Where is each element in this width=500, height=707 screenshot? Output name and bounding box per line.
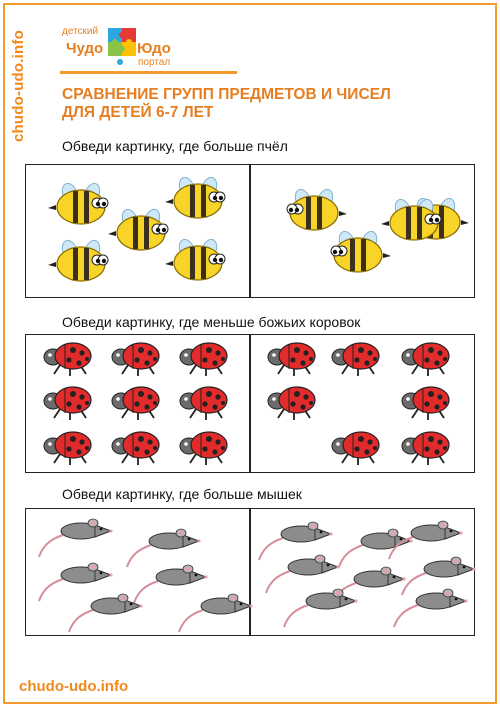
side-url: chudo-udo.info [10,30,27,142]
bee-icon [108,207,168,250]
task-1-panel [25,164,475,298]
ladybug-icon [180,343,227,376]
ladybug-icon [112,343,159,376]
bee-icon [287,187,347,230]
ladybug-icon [112,432,159,465]
logo-right-word: Юдо [137,40,171,57]
ladybugs-illustration [26,335,476,474]
mouse-icon [259,522,333,560]
task-2-panel [25,334,475,473]
mouse-icon [127,529,201,567]
ladybug-icon [332,432,379,465]
bee-icon [48,181,108,224]
mouse-icon [134,565,208,603]
title-line-1: СРАВНЕНИЕ ГРУПП ПРЕДМЕТОВ И ЧИСЕЛ [62,86,391,103]
ladybug-icon [268,387,315,420]
mouse-icon [339,529,413,567]
ladybug-icon [402,343,449,376]
task-1-instruction: Обведи картинку, где больше пчёл [62,138,288,154]
bottom-url: chudo-udo.info [19,678,129,695]
ladybug-icon [402,432,449,465]
ladybug-icon [180,432,227,465]
bee-icon [165,175,225,218]
logo-line3: портал [138,57,171,68]
mouse-icon [402,557,476,595]
mouse-icon [266,555,340,593]
ladybug-icon [44,432,91,465]
bees-illustration [26,165,476,299]
mice-illustration [26,509,476,637]
ladybug-icon [180,387,227,420]
ladybug-icon [332,343,379,376]
task-2-instruction: Обведи картинку, где меньше божьих коровок [62,314,361,330]
title-line-2: ДЛЯ ДЕТЕЙ 6-7 ЛЕТ [62,104,214,121]
ladybug-icon [112,387,159,420]
ladybug-icon [44,387,91,420]
bee-icon [331,229,391,272]
ladybug-icon [402,387,449,420]
logo-underline [60,71,237,74]
bee-icon [165,237,225,280]
mouse-icon [39,519,113,557]
task-3-instruction: Обведи картинку, где больше мышек [62,486,302,502]
ladybug-icon [268,343,315,376]
mouse-icon [39,563,113,601]
task-3-panel [25,508,475,636]
page-title [62,86,462,122]
bee-icon [381,197,441,240]
logo-left-word: Чудо [66,40,104,57]
logo-line1: детский [62,26,99,37]
mouse-icon [284,589,358,627]
mouse-icon [394,589,468,627]
mouse-icon [179,594,253,632]
mouse-icon [69,594,143,632]
ladybug-icon [44,343,91,376]
bee-icon [48,238,108,281]
